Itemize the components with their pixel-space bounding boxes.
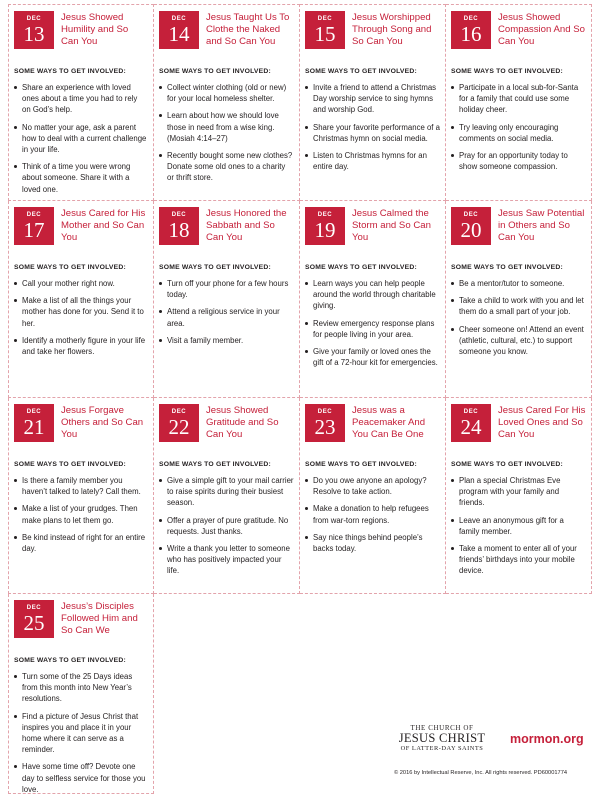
- involvement-heading: SOME WAYS TO GET INVOLVED:: [305, 264, 417, 271]
- date-badge-month: DEC: [26, 211, 42, 218]
- involvement-heading: SOME WAYS TO GET INVOLVED:: [159, 461, 271, 468]
- date-badge-day: 23: [314, 414, 336, 439]
- date-badge-month: DEC: [171, 408, 187, 415]
- date-badge-day: 22: [168, 414, 190, 439]
- day-card-23: [300, 398, 446, 594]
- list-item: Call your mother right now.: [14, 278, 148, 289]
- church-logo: [394, 724, 490, 752]
- day-card-header: [159, 207, 294, 247]
- day-title: Jesus Honored the Sabbath and So Can You: [206, 208, 287, 243]
- list-item: Find a picture of Jesus Christ that inspires you and place it in your home where it can serve as a reminder.: [14, 711, 148, 756]
- day-title: Jesus was a Peacemaker And You Can Be One: [352, 405, 426, 440]
- list-item: Is there a family member you haven’t talked to lately? Call them.: [14, 475, 148, 497]
- list-item: Think of a time you were wrong about someone. Share it with a loved one.: [14, 161, 148, 195]
- list-item: No matter your age, ask a parent how to deal with a current challenge in your life.: [14, 122, 148, 156]
- list-item: Recently bought some new clothes? Donate some old ones to a charity or thrift store.: [159, 150, 294, 184]
- day-title: Jesus’s Disciples Followed Him and So Can We: [61, 601, 138, 636]
- list-item: Participate in a local sub-for-Santa for a family that could use some holiday cheer.: [451, 82, 586, 116]
- list-item: Listen to Christmas hymns for an entire day.: [305, 150, 440, 172]
- day-card-header: [14, 404, 148, 444]
- day-card-24: [446, 398, 592, 594]
- involvement-list: [305, 278, 440, 368]
- involvement-heading: SOME WAYS TO GET INVOLVED:: [305, 461, 417, 468]
- involvement-list: [305, 82, 440, 172]
- date-badge-month: DEC: [463, 15, 479, 22]
- date-badge: [305, 11, 345, 49]
- date-badge: [14, 207, 54, 245]
- list-item: Try leaving only encouraging comments on social media.: [451, 122, 586, 144]
- list-item: Pray for an opportunity today to show someone compassion.: [451, 150, 586, 172]
- list-item: Make a list of your grudges. Then make plans to let them go.: [14, 503, 148, 525]
- involvement-heading: SOME WAYS TO GET INVOLVED:: [159, 68, 271, 75]
- day-card-header: [451, 11, 586, 51]
- list-item: Take a moment to enter all of your friends’ birthdays into your mobile device.: [451, 543, 586, 577]
- date-badge-day: 24: [460, 414, 482, 439]
- day-card-header: [451, 404, 586, 444]
- day-card-header: [451, 207, 586, 247]
- list-item: Give your family or loved ones the gift of a 72-hour kit for emergencies.: [305, 346, 440, 368]
- day-card-header: [14, 600, 148, 640]
- site-link[interactable]: mormon.org: [510, 732, 584, 746]
- list-item: Turn some of the 25 Days ideas from this month into New Year’s resolutions.: [14, 671, 148, 705]
- day-card-14: [154, 4, 300, 201]
- date-badge-day: 20: [460, 217, 482, 242]
- church-logo-line2: JESUS CHRIST: [398, 731, 486, 745]
- list-item: Offer a prayer of pure gratitude. No requests. Just thanks.: [159, 515, 294, 537]
- day-title: Jesus Worshipped Through Song and So Can You: [352, 12, 432, 47]
- day-title: Jesus Showed Compassion And So Can You: [498, 12, 585, 47]
- date-badge: [305, 404, 345, 442]
- day-card-header: [159, 11, 294, 51]
- date-badge-month: DEC: [463, 211, 479, 218]
- day-card-header: [305, 11, 440, 51]
- date-badge-month: DEC: [26, 408, 42, 415]
- day-card-15: [300, 4, 446, 201]
- date-badge-month: DEC: [463, 408, 479, 415]
- list-item: Take a child to work with you and let them do a small part of your job.: [451, 295, 586, 317]
- day-title: Jesus Showed Humility and So Can You: [61, 12, 129, 47]
- date-badge: [159, 11, 199, 49]
- list-item: Be a mentor/tutor to someone.: [451, 278, 586, 289]
- date-badge-day: 15: [314, 21, 336, 46]
- day-card-header: [14, 207, 148, 247]
- list-item: Share an experience with loved ones about a time you had to rely on God’s help.: [14, 82, 148, 116]
- calendar-row: [8, 398, 592, 594]
- day-card-header: [305, 404, 440, 444]
- day-card-22: [154, 398, 300, 594]
- involvement-list: [159, 278, 294, 346]
- date-badge-month: DEC: [317, 408, 333, 415]
- day-title: Jesus Saw Potential in Others and So Can You: [498, 208, 585, 243]
- calendar-row: [8, 594, 592, 794]
- date-badge-day: 19: [314, 217, 336, 242]
- date-badge: [159, 404, 199, 442]
- involvement-list: [14, 475, 148, 554]
- list-item: Invite a friend to attend a Christmas Day worship service to sing hymns and worship God.: [305, 82, 440, 116]
- list-item: Review emergency response plans for people living in your area.: [305, 318, 440, 340]
- involvement-heading: SOME WAYS TO GET INVOLVED:: [451, 264, 563, 271]
- date-badge-day: 16: [460, 21, 482, 46]
- day-title: Jesus Cared For His Loved Ones and So Can You: [498, 405, 586, 440]
- day-title: Jesus Taught Us To Clothe the Naked and So Can You: [206, 12, 290, 47]
- day-card-25: [8, 594, 154, 794]
- date-badge: [14, 11, 54, 49]
- date-badge-day: 25: [23, 610, 45, 635]
- day-card-header: [159, 404, 294, 444]
- involvement-heading: SOME WAYS TO GET INVOLVED:: [451, 68, 563, 75]
- day-card-13: [8, 4, 154, 201]
- involvement-heading: SOME WAYS TO GET INVOLVED:: [14, 657, 126, 664]
- day-title: Jesus Forgave Others and So Can You: [61, 405, 144, 440]
- date-badge-month: DEC: [171, 15, 187, 22]
- day-title: Jesus Calmed the Storm and So Can You: [352, 208, 431, 243]
- day-card-16: [446, 4, 592, 201]
- list-item: Visit a family member.: [159, 335, 294, 346]
- list-item: Do you owe anyone an apology? Resolve to take action.: [305, 475, 440, 497]
- day-title: Jesus Cared for His Mother and So Can You: [61, 208, 146, 243]
- calendar-row: [8, 201, 592, 398]
- involvement-heading: SOME WAYS TO GET INVOLVED:: [159, 264, 271, 271]
- involvement-heading: SOME WAYS TO GET INVOLVED:: [14, 461, 126, 468]
- list-item: Collect winter clothing (old or new) for your local homeless shelter.: [159, 82, 294, 104]
- list-item: Share your favorite performance of a Christmas hymn on social media.: [305, 122, 440, 144]
- involvement-list: [451, 475, 586, 577]
- list-item: Learn ways you can help people around the world through charitable giving.: [305, 278, 440, 312]
- involvement-list: [159, 82, 294, 184]
- day-card-20: [446, 201, 592, 398]
- list-item: Have some time off? Devote one day to selfless service for those you love.: [14, 761, 148, 795]
- involvement-list: [451, 278, 586, 357]
- list-item: Make a list of all the things your mother has done for you. Send it to her.: [14, 295, 148, 329]
- day-card-18: [154, 201, 300, 398]
- calendar-row: [8, 4, 592, 201]
- date-badge-day: 17: [23, 217, 45, 242]
- date-badge: [451, 404, 491, 442]
- involvement-heading: SOME WAYS TO GET INVOLVED:: [14, 264, 126, 271]
- date-badge-month: DEC: [26, 604, 42, 611]
- list-item: Turn off your phone for a few hours today.: [159, 278, 294, 300]
- involvement-list: [14, 278, 148, 357]
- list-item: Cheer someone on! Attend an event (athletic, cultural, etc.) to support someone you know.: [451, 324, 586, 358]
- involvement-list: [305, 475, 440, 554]
- day-card-header: [305, 207, 440, 247]
- list-item: Leave an anonymous gift for a family member.: [451, 515, 586, 537]
- list-item: Say nice things behind people’s backs today.: [305, 532, 440, 554]
- date-badge: [159, 207, 199, 245]
- list-item: Make a donation to help refugees from war-torn regions.: [305, 503, 440, 525]
- involvement-heading: SOME WAYS TO GET INVOLVED:: [451, 461, 563, 468]
- involvement-list: [451, 82, 586, 172]
- day-card-header: [14, 11, 148, 51]
- date-badge-month: DEC: [171, 211, 187, 218]
- church-logo-line1: THE CHURCH OF: [410, 724, 474, 732]
- date-badge: [14, 600, 54, 638]
- day-title: Jesus Showed Gratitude and So Can You: [206, 405, 279, 440]
- involvement-heading: SOME WAYS TO GET INVOLVED:: [14, 68, 126, 75]
- day-card-19: [300, 201, 446, 398]
- list-item: Plan a special Christmas Eve program with your family and friends.: [451, 475, 586, 509]
- date-badge: [305, 207, 345, 245]
- date-badge-month: DEC: [317, 15, 333, 22]
- date-badge: [451, 11, 491, 49]
- copyright-text: © 2016 by Intellectual Reserve, Inc. All rights reserved. PD60001774: [394, 770, 568, 776]
- list-item: Learn about how we should love those in need from a wise king. (Mosiah 4:14–27): [159, 110, 294, 144]
- list-item: Be kind instead of right for an entire day.: [14, 532, 148, 554]
- date-badge: [451, 207, 491, 245]
- day-card-21: [8, 398, 154, 594]
- day-card-17: [8, 201, 154, 398]
- involvement-list: [14, 82, 148, 195]
- date-badge: [14, 404, 54, 442]
- date-badge-day: 14: [168, 21, 190, 46]
- involvement-list: [14, 671, 148, 795]
- list-item: Give a simple gift to your mail carrier to raise spirits during their busiest season.: [159, 475, 294, 509]
- list-item: Write a thank you letter to someone who has positively impacted your life.: [159, 543, 294, 577]
- date-badge-month: DEC: [317, 211, 333, 218]
- date-badge-month: DEC: [26, 15, 42, 22]
- involvement-list: [159, 475, 294, 577]
- date-badge-day: 21: [23, 414, 45, 439]
- list-item: Attend a religious service in your area.: [159, 306, 294, 328]
- date-badge-day: 13: [23, 21, 45, 46]
- involvement-heading: SOME WAYS TO GET INVOLVED:: [305, 68, 417, 75]
- calendar-grid: [8, 4, 592, 794]
- church-logo-line3: OF LATTER-DAY SAINTS: [400, 745, 484, 752]
- date-badge-day: 18: [168, 217, 190, 242]
- list-item: Identify a motherly figure in your life and take her flowers.: [14, 335, 148, 357]
